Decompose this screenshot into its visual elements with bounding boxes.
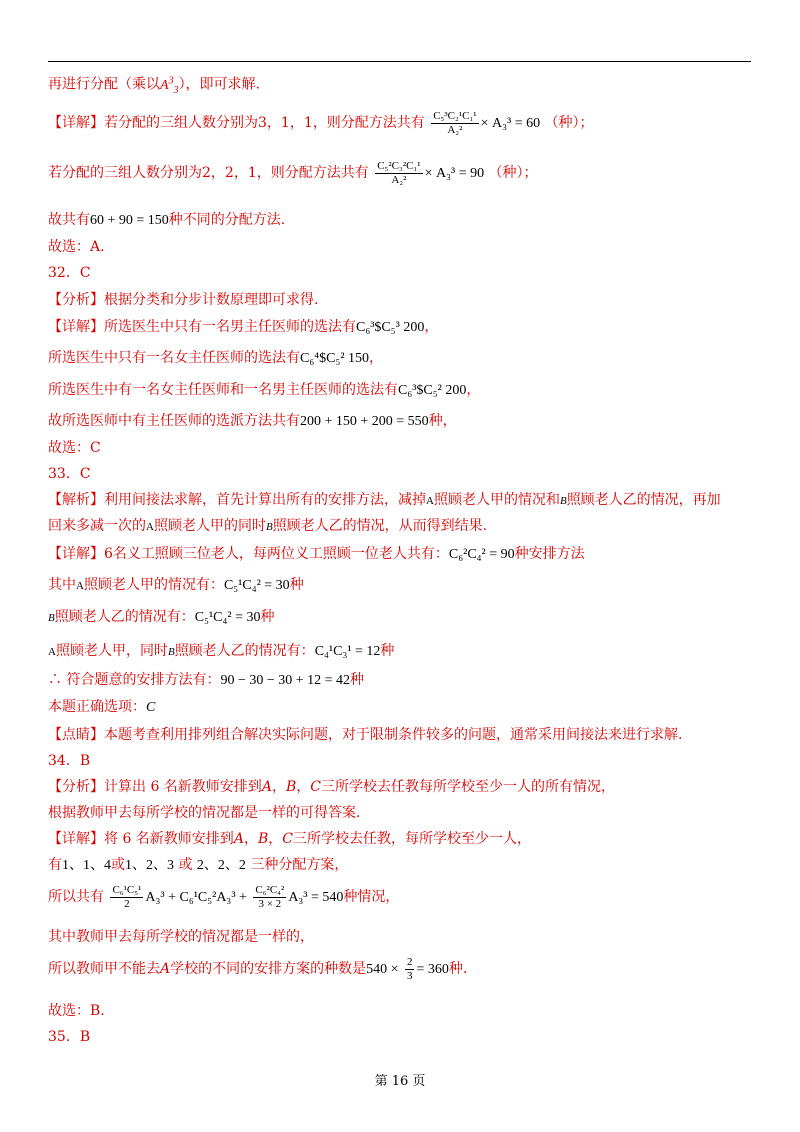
math-expr: 90 − 30 − 30 + 12 = 42 bbox=[220, 673, 351, 688]
math-expr: C₅¹C₄² = 30 bbox=[223, 578, 290, 593]
text: ， bbox=[369, 350, 384, 366]
page-footer: 第 16 页 bbox=[374, 1074, 426, 1089]
math-B: B bbox=[559, 495, 567, 507]
dianjing-tag: 【点睛】 bbox=[48, 727, 104, 743]
text: 若分配的三组人数分别为2，2，1，则分配方法共有 bbox=[48, 165, 369, 181]
math-expr: C₆³$C₅² 200 bbox=[398, 383, 467, 398]
text: ， bbox=[424, 319, 439, 335]
fraction: $\frac{\text{C₅³C₂¹C₁¹}}{\text{A₂²}}$ bbox=[433, 109, 477, 136]
text-line bbox=[48, 72, 260, 99]
math-A: A bbox=[426, 495, 434, 507]
text: 故共有 bbox=[48, 212, 90, 228]
analysis-tag: 【分析】 bbox=[48, 779, 104, 795]
math-expr: 540 × bbox=[366, 962, 399, 977]
math-A: A bbox=[76, 580, 84, 592]
math-B: B bbox=[48, 612, 55, 624]
text-line: 回来多减一次的A照顾老人甲的同时B照顾老人乙的情况，从而得到结果. bbox=[48, 518, 488, 534]
math-expr: 2、2、2 bbox=[196, 858, 246, 873]
text: 种， bbox=[428, 413, 457, 429]
jiexi-tag: 【解析】 bbox=[48, 492, 104, 508]
math-A: $A^3_3$ bbox=[160, 75, 179, 96]
text-line bbox=[48, 412, 457, 431]
math-expr: A₃³ + C₆¹C₅²A₃³ + bbox=[145, 890, 247, 905]
question-number: 33．C bbox=[48, 466, 91, 482]
math-expr: 1、1、4 bbox=[62, 858, 111, 873]
text-line bbox=[48, 318, 438, 337]
text-line: 【分析】计算出 6 名新教师安排到A，B，C三所学校去任教每所学校至少一人的所有情况， bbox=[48, 779, 615, 795]
text-line: A照顾老人甲，同时B照顾老人乙的情况有：C₄¹C₃¹ = 12种 bbox=[48, 643, 395, 659]
text: 所选医生中只有一名男主任医师的选法有 bbox=[104, 319, 356, 335]
text: 种不同的分配方法. bbox=[168, 212, 286, 228]
text-line bbox=[48, 349, 383, 368]
detail-tag: 【详解】 bbox=[48, 831, 104, 847]
text-line bbox=[48, 291, 318, 309]
math-expr: C₆⁴$C₅² 150 bbox=[300, 351, 370, 366]
text-line: 所以共有 $\frac{\text{C₆¹C₅¹}}{2}$ A₃³ + C₆¹C₅²A₃³ + $\frac{\text{C₆²C₄²}}{3 \times 2}$ A₃³ = 540种情况， bbox=[48, 883, 400, 910]
text-line: ∴ 符合题意的安排方法有：90 − 30 − 30 + 12 = 42种 bbox=[48, 672, 365, 688]
text-line: 有1、1、4或1、2、3 或 2、2、2 三种分配方案， bbox=[48, 857, 349, 873]
text-line bbox=[48, 108, 594, 139]
fraction: $\frac{2}{3}$ bbox=[406, 955, 413, 982]
text-line: 其中教师甲去每所学校的情况都是一样的， bbox=[48, 929, 314, 945]
text-line: B照顾老人乙的情况有：C₅¹C₄² = 30种 bbox=[48, 609, 275, 625]
header-rule bbox=[48, 61, 751, 62]
math-expr: C₆²C₄² = 90 bbox=[448, 547, 515, 562]
text: （种）； bbox=[544, 115, 594, 131]
math-expr: 60 + 90 = 150 bbox=[90, 213, 169, 228]
math-expr: C₅¹C₄² = 30 bbox=[194, 610, 261, 625]
math-B: B bbox=[167, 646, 175, 658]
fraction: $\frac{\text{C₅²C₃²C₁¹}}{\text{A₂²}}$ bbox=[377, 159, 421, 186]
text-line: 故选：C bbox=[48, 440, 101, 456]
math-expr: × A₃³ = 60 bbox=[480, 116, 541, 131]
math-expr: A₃³ = 540 bbox=[288, 890, 344, 905]
math-expr: 200 + 150 + 200 = 550 bbox=[300, 414, 429, 429]
math-expr: × A₃³ = 90 bbox=[424, 166, 485, 181]
text: ），即可求解. bbox=[178, 76, 261, 93]
math-C: C bbox=[146, 700, 156, 715]
detail-tag: 【详解】 bbox=[48, 115, 104, 131]
fraction: $\frac{\text{C₆¹C₅¹}}{2}$ bbox=[112, 883, 142, 910]
text-line: 本题正确选项：C bbox=[48, 699, 156, 715]
math-A: A bbox=[146, 521, 154, 533]
text-line: 【点睛】本题考查利用排列组合解决实际问题，对于限制条件较多的问题，通常采用间接法来进行求解. bbox=[48, 727, 683, 743]
math-expr: C₆³$C₅³ 200 bbox=[356, 320, 425, 335]
text-line: 故选：A. bbox=[48, 239, 105, 255]
text-line bbox=[48, 211, 285, 230]
text: 故所选医师中有主任医师的选派方法共有 bbox=[48, 413, 300, 429]
text-line: 故选：B. bbox=[48, 1003, 105, 1019]
text: （种）； bbox=[488, 165, 538, 181]
text: ， bbox=[466, 382, 481, 398]
text-line: 所以教师甲不能去A学校的不同的安排方案的种数是540 × $\frac{2}{3}$ = 360种. bbox=[48, 955, 468, 982]
math-expr: 1、2、3 bbox=[125, 858, 174, 873]
question-number: 32．C bbox=[48, 265, 91, 281]
text-line bbox=[48, 381, 480, 400]
detail-tag: 【详解】 bbox=[48, 546, 104, 562]
detail-tag: 【详解】 bbox=[48, 319, 104, 335]
text-line bbox=[48, 158, 538, 189]
text-line: 【解析】利用间接法求解，首先计算出所有的安排方法，减掉A照顾老人甲的情况和B照顾老人乙的情况，再加 bbox=[48, 492, 721, 508]
text: 若分配的三组人数分别为3，1，1，则分配方法共有 bbox=[104, 115, 425, 131]
text-line: 根据教师甲去每所学校的情况都是一样的可得答案. bbox=[48, 805, 361, 821]
text: 根据分类和分步计数原理即可求得. bbox=[104, 292, 319, 308]
analysis-tag: 【分析】 bbox=[48, 292, 104, 308]
text: 所选医生中只有一名女主任医师的选法有 bbox=[48, 350, 300, 366]
fraction: $\frac{\text{C₆²C₄²}}{3 \times 2}$ bbox=[255, 883, 285, 910]
math-expr: = 360 bbox=[416, 962, 449, 977]
text-line: 【详解】6名义工照顾三位老人，每两位义工照顾一位老人共有：C₆²C₄² = 90种安排方法 bbox=[48, 546, 585, 562]
text-line: 【详解】将 6 名新教师安排到A，B，C三所学校去任教，每所学校至少一人， bbox=[48, 831, 531, 847]
question-number: 35．B bbox=[48, 1029, 91, 1045]
question-number: 34．B bbox=[48, 753, 91, 769]
text-line: 其中A照顾老人甲的情况有：C₅¹C₄² = 30种 bbox=[48, 577, 304, 593]
math-expr: C₄¹C₃¹ = 12 bbox=[314, 644, 381, 659]
math-B: B bbox=[265, 521, 273, 533]
math-A: A bbox=[48, 646, 56, 658]
text: 再进行分配（乘以 bbox=[48, 76, 160, 93]
text: 所选医生中有一名女主任医师和一名男主任医师的选法有 bbox=[48, 382, 398, 398]
